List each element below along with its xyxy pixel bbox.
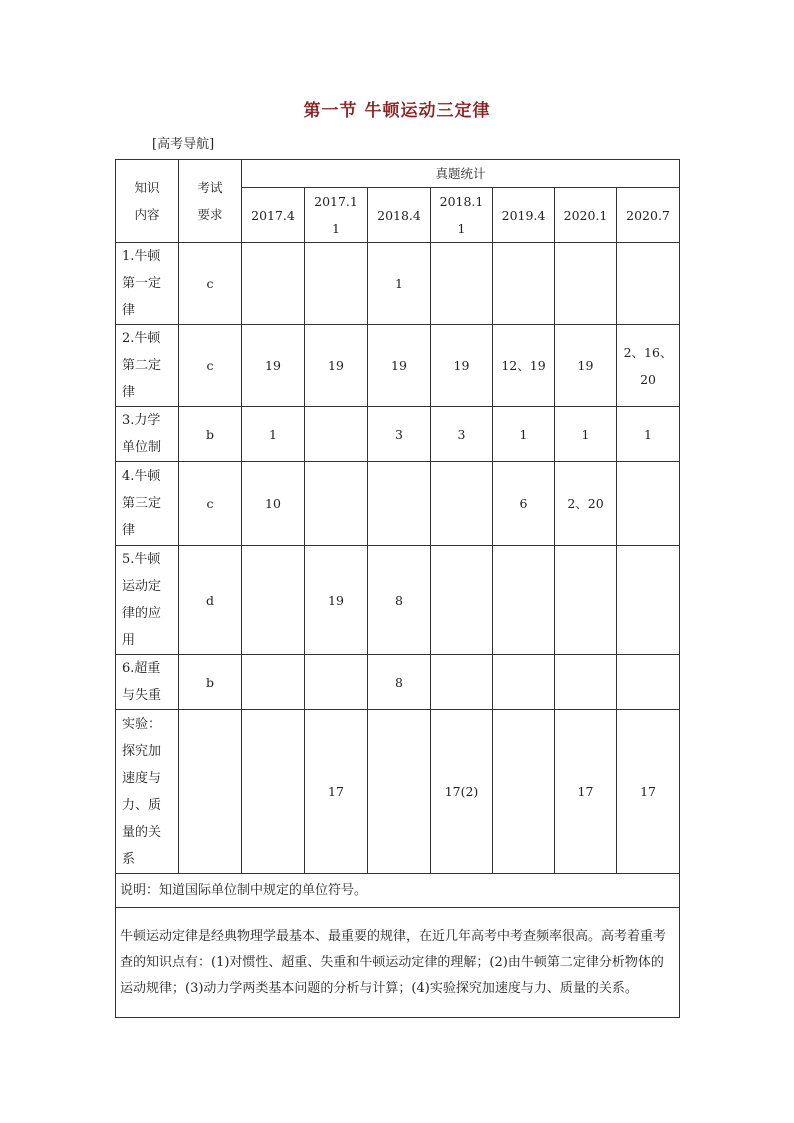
header-year-text: 2017.4	[251, 207, 295, 223]
value-cell	[368, 710, 431, 874]
value-cell	[431, 546, 493, 655]
topic-text: 3.力学 单位制	[122, 413, 162, 455]
value-cell	[305, 462, 368, 546]
note-row	[116, 874, 680, 908]
value-cell: 17	[617, 710, 680, 874]
value-cell: 3	[368, 407, 431, 462]
table-row	[116, 655, 680, 710]
value-cell: 19	[368, 325, 431, 407]
header-requirement	[179, 160, 242, 243]
value-cell	[305, 407, 368, 462]
value-cell	[493, 710, 555, 874]
header-year-text: 2019.4	[501, 207, 546, 223]
header-year	[617, 188, 680, 243]
topic-text: 5.牛顿 运动定 律的应 用	[122, 552, 162, 648]
table-row	[116, 325, 680, 407]
requirement-cell: b	[179, 407, 242, 462]
header-requirement-text: 考试 要求	[197, 180, 223, 222]
header-year	[305, 188, 368, 243]
value-cell	[431, 462, 493, 546]
value-cell: 6	[493, 462, 555, 546]
value-cell	[493, 243, 555, 325]
value-cell: 19	[305, 546, 368, 655]
value-cell	[555, 243, 617, 325]
header-topic	[116, 160, 179, 243]
topic-cell	[116, 325, 179, 407]
requirement-cell: b	[179, 655, 242, 710]
header-year	[242, 188, 305, 243]
requirement-cell	[179, 710, 242, 874]
value-cell: 8	[368, 655, 431, 710]
value-cell: 2、16、 20	[617, 325, 680, 407]
value-cell	[242, 655, 305, 710]
header-year-text: 2020.1	[563, 207, 608, 223]
summary-text: 牛顿运动定律是经典物理学最基本、最重要的规律，在近几年高考中考查频率很高。高考着重考查的知识点有：(1)对惯性、超重、失重和牛顿运动定律的理解；(2)由牛顿第二定律分析物体的运动规律；(3)动力学两类基本问题的分析与计算；(4)实验探究加速度与力、质量的关系。	[116, 908, 680, 1018]
requirement-cell: d	[179, 546, 242, 655]
header-year-text: 2018.1 1	[439, 194, 484, 236]
topic-text: 2.牛顿 第二定 律	[122, 331, 162, 400]
header-year	[493, 188, 555, 243]
value-cell	[617, 655, 680, 710]
value-cell: 10	[242, 462, 305, 546]
header-year	[431, 188, 493, 243]
header-year-text: 2020.7	[626, 207, 670, 223]
value-cell: 1	[555, 407, 617, 462]
topic-text: 4.牛顿 第三定 律	[122, 469, 162, 538]
value-cell: 17	[555, 710, 617, 874]
requirement-cell: c	[179, 325, 242, 407]
value-cell	[242, 546, 305, 655]
value-cell: 8	[368, 546, 431, 655]
value-cell	[305, 243, 368, 325]
topic-cell	[116, 546, 179, 655]
value-cell: 1	[617, 407, 680, 462]
value-cell	[493, 546, 555, 655]
value-cell: 19	[242, 325, 305, 407]
value-cell	[617, 243, 680, 325]
value-cell	[431, 243, 493, 325]
topic-text: 1.牛顿 第一定 律	[122, 249, 162, 318]
table-row	[116, 407, 680, 462]
value-cell: 19	[555, 325, 617, 407]
header-statistics: 真题统计	[242, 160, 680, 188]
topic-text: 实验： 探究加 速度与 力、质 量的关 系	[122, 716, 162, 867]
value-cell: 12、19	[493, 325, 555, 407]
page-title: 第一节 牛顿运动三定律	[303, 101, 491, 121]
requirement-cell: c	[179, 243, 242, 325]
table-row	[116, 462, 680, 546]
header-year-text: 2017.1 1	[314, 194, 358, 236]
value-cell: 17(2)	[431, 710, 493, 874]
header-topic-text: 知识 内容	[134, 180, 160, 222]
table-row	[116, 243, 680, 325]
value-cell: 19	[431, 325, 493, 407]
value-cell	[242, 243, 305, 325]
table-row	[116, 546, 680, 655]
section-label: [高考导航]	[152, 137, 215, 152]
summary-row	[116, 908, 680, 1018]
value-cell	[555, 655, 617, 710]
topic-cell	[116, 407, 179, 462]
value-cell	[493, 655, 555, 710]
value-cell: 3	[431, 407, 493, 462]
topic-cell	[116, 710, 179, 874]
value-cell: 1	[242, 407, 305, 462]
value-cell	[305, 655, 368, 710]
value-cell: 2、20	[555, 462, 617, 546]
value-cell	[242, 710, 305, 874]
topic-cell	[116, 655, 179, 710]
value-cell	[617, 546, 680, 655]
value-cell: 1	[493, 407, 555, 462]
header-year	[555, 188, 617, 243]
value-cell: 19	[305, 325, 368, 407]
requirement-cell: c	[179, 462, 242, 546]
note-text: 说明：知道国际单位制中规定的单位符号。	[116, 874, 680, 908]
value-cell: 1	[368, 243, 431, 325]
value-cell: 17	[305, 710, 368, 874]
header-year-text: 2018.4	[377, 207, 421, 223]
exam-navigation-table	[115, 159, 680, 1018]
topic-cell	[116, 462, 179, 546]
table-row	[116, 710, 680, 874]
value-cell	[617, 462, 680, 546]
value-cell	[431, 655, 493, 710]
header-year	[368, 188, 431, 243]
value-cell	[368, 462, 431, 546]
topic-text: 6.超重 与失重	[122, 661, 162, 703]
topic-cell	[116, 243, 179, 325]
value-cell	[555, 546, 617, 655]
